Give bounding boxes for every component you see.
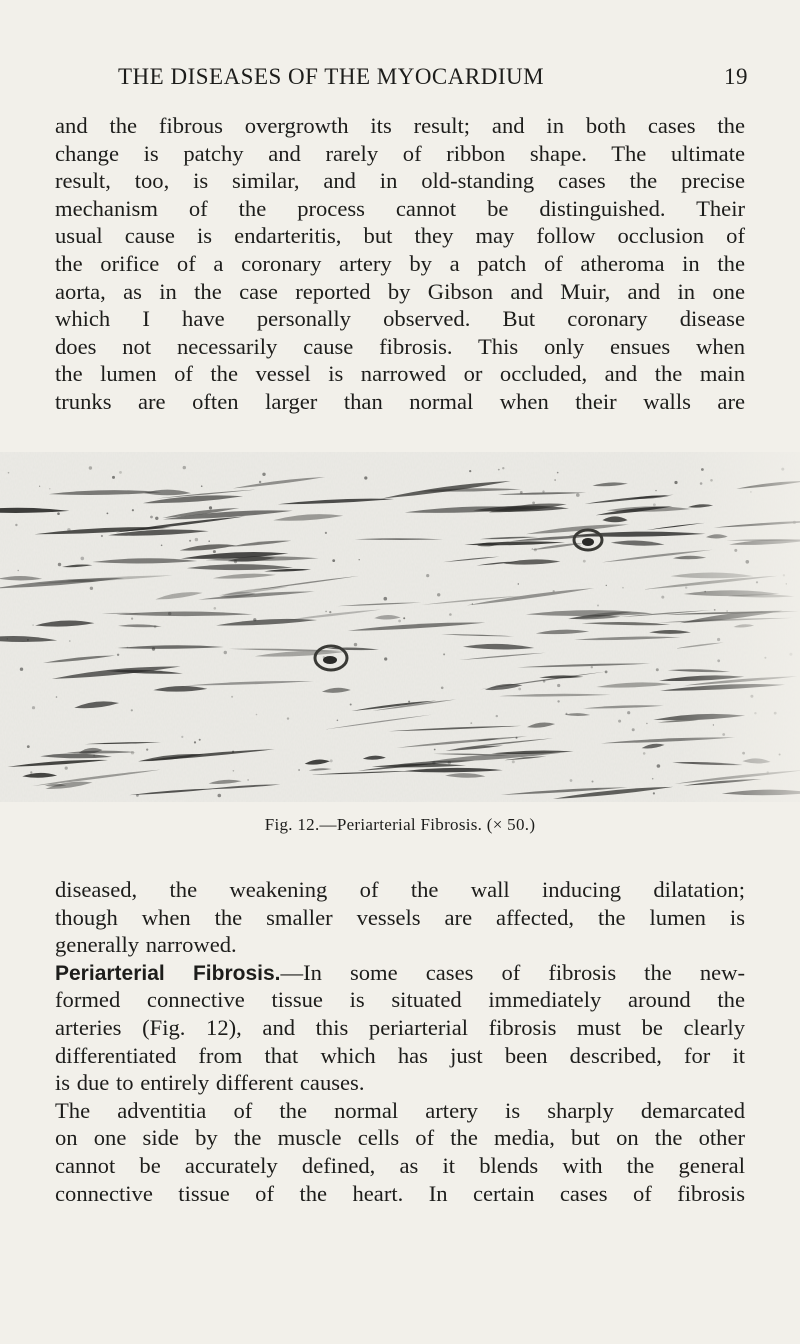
text-line: the lumen of the vessel is narrowed or occluded, and the main xyxy=(55,361,745,387)
text-line: result, too, is similar, and in old-standing cases the precise xyxy=(55,168,745,194)
text-line: diseased, the weakening of the wall inducing dilatation; xyxy=(55,877,745,902)
text-line: and the fibrous overgrowth its result; and in both cases the xyxy=(55,113,745,138)
body-text-lower xyxy=(55,876,745,1207)
micrograph-figure xyxy=(0,452,800,802)
running-head-title: THE DISEASES OF THE MYOCARDIUM xyxy=(118,64,545,89)
text-line: usual cause is endarteritis, but they may follow occlusion of xyxy=(55,223,745,249)
text-line: aorta, as in the case reported by Gibson and Muir, and in one xyxy=(55,278,745,304)
micrograph-image xyxy=(0,452,800,802)
text-line: cannot be accurately defined, as it blends with the general xyxy=(55,1152,745,1178)
text-line: is due to entirely different causes. xyxy=(55,1070,365,1096)
text-line: though when the smaller vessels are affected, the lumen is xyxy=(55,904,745,930)
text-line: The adventitia of the normal artery is sharply demarcated xyxy=(55,1097,745,1123)
section-first-line xyxy=(55,959,745,987)
text-line: which I have personally observed. But coronary disease xyxy=(55,306,745,332)
paragraph-1 xyxy=(55,112,745,416)
page-number: 19 xyxy=(724,64,748,89)
text-line-run: —In some cases of fibrosis the new- xyxy=(280,959,745,985)
figure-caption-text: Fig. 12.—Periarterial Fibrosis. (× 50.) xyxy=(264,815,536,834)
text-line: generally narrowed. xyxy=(55,932,237,958)
text-line: arteries (Fig. 12), and this periarterial fibrosis must be clearly xyxy=(55,1014,745,1040)
section-heading: Periarterial Fibrosis. xyxy=(55,961,281,985)
text-line: change is patchy and rarely of ribbon shape. The ultimate xyxy=(55,140,745,166)
text-line: on one side by the muscle cells of the media, but on the other xyxy=(55,1125,745,1151)
figure-caption xyxy=(0,815,800,835)
text-line: trunks are often larger than normal when their walls are xyxy=(55,388,745,414)
text-line: formed connective tissue is situated immediately around the xyxy=(55,987,745,1013)
text-line: connective tissue of the heart. In certain cases of fibrosis xyxy=(55,1180,745,1206)
text-line: the orifice of a coronary artery by a patch of atheroma in the xyxy=(55,250,745,276)
text-line: mechanism of the process cannot be distinguished. Their xyxy=(55,195,745,221)
text-line: differentiated from that which has just been described, for it xyxy=(55,1042,745,1068)
text-line: does not necessarily cause fibrosis. This only ensues when xyxy=(55,333,745,359)
running-head xyxy=(118,64,758,94)
